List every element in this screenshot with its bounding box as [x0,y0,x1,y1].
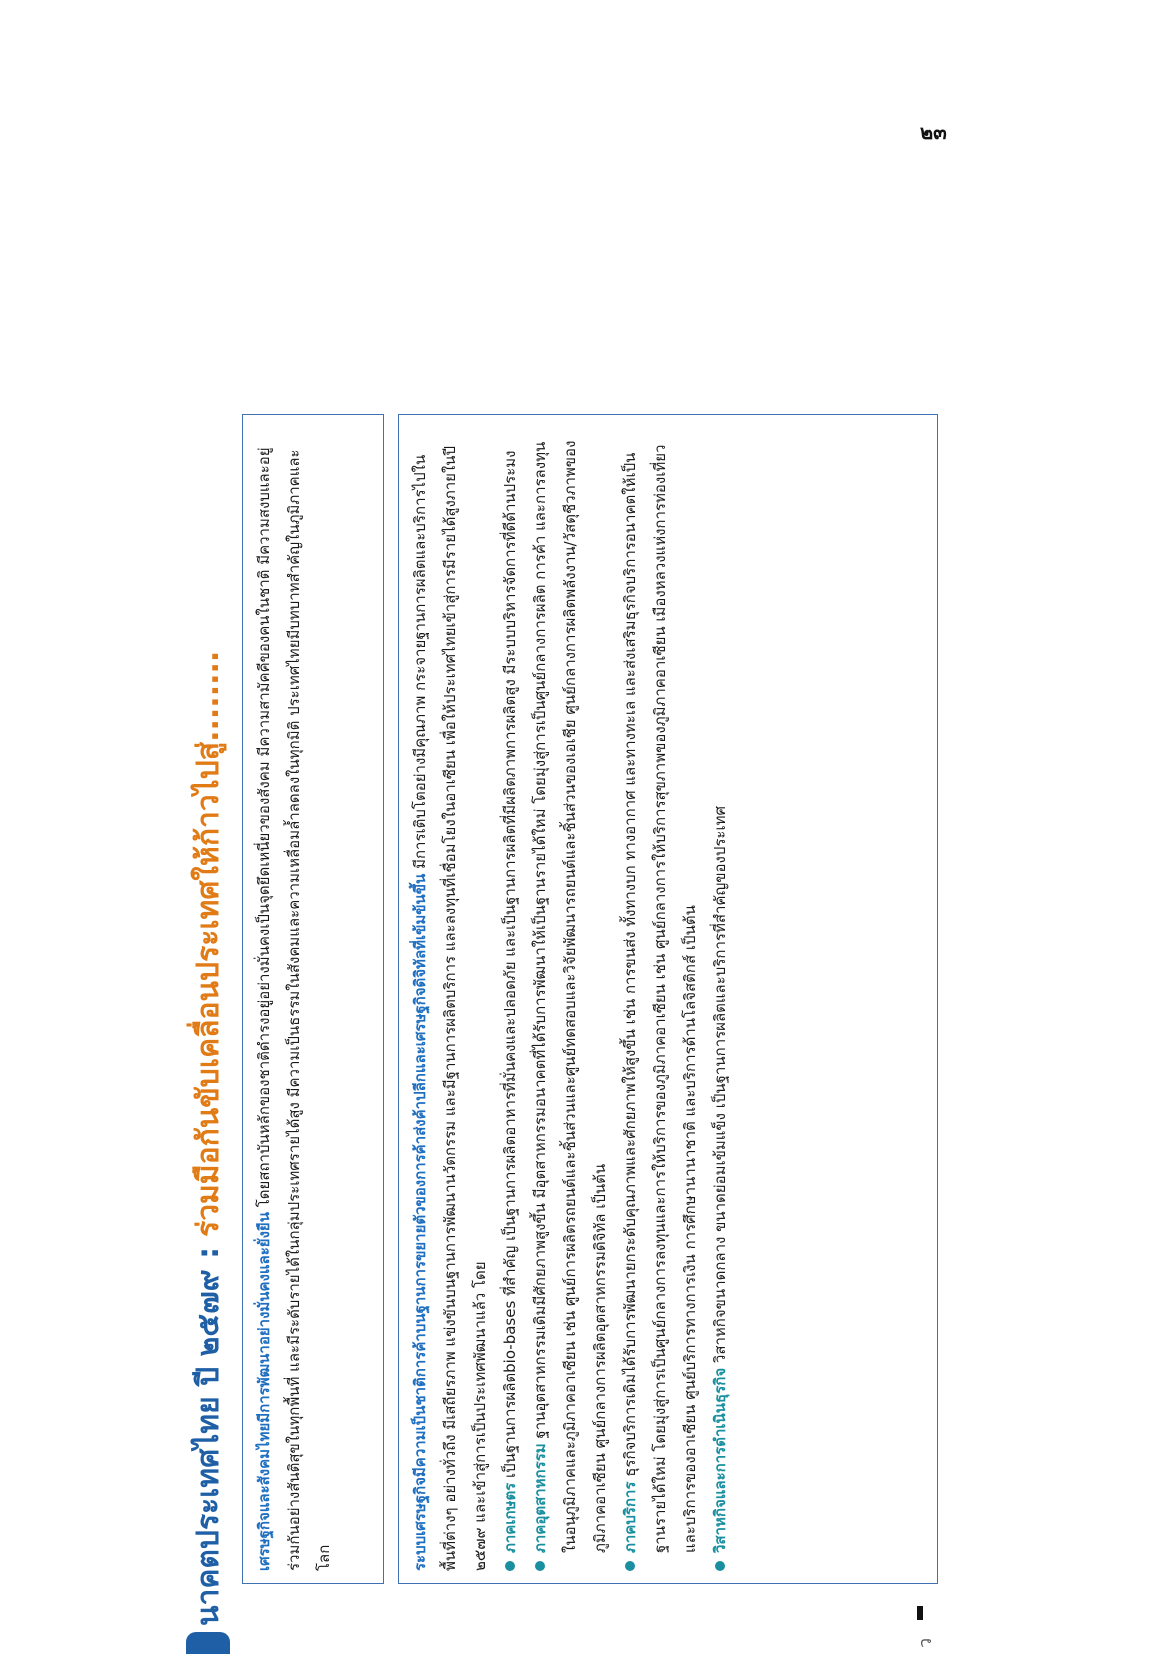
bullet-dot-icon [715,1561,725,1571]
bullet-body: วิสาหกิจขนาดกลาง ขนาดย่อมเข้มแข็ง เป็นฐานการผลิตและบริการที่สำคัญของประเทศ [711,806,729,1368]
box2-paragraph [405,427,495,1571]
bullet-dot-icon [625,1561,635,1571]
bullet-text [705,427,735,1553]
bullet-text [495,427,525,1553]
vision-box-economy [398,414,938,1584]
vision-box-society [242,414,384,1584]
box2-lead: ระบบเศรษฐกิจมีความเป็นชาติการค้าบนฐานการขยายตัวของการค้าส่งค้าปลีกและเศรษฐกิจดิจิทัลที่เข้มข้นขึ้น [411,873,429,1571]
box1-paragraph [249,427,339,1571]
box1-body: โดยสถาบันหลักของชาติดำรงอยู่อย่างมั่นคงเป็นจุดยึดเหนี่ยวของสังคม มีความสามัคคีของคนในชาติ มีความสงบและอยู่ร่วมกันอย่างสันติสุขในทุกพื้นที่ และมีระดับรายได้ในกลุ่มประเทศรายได้สูง มีความเป็นธรรมในสังคมและความเหลื่อมล้ำลดลงในทุกมิติ ประเทศไทยมีบทบาทสำคัญในภูมิภาคและโลก [255,447,333,1571]
box2-body: มีการเติบโตอย่างมีคุณภาพ กระจายฐานการผลิตและบริการไปในพื้นที่ต่างๆ อย่างทั่วถึง มีเสถียรภาพ แข่งขันบนฐานการพัฒนานวัตกรรม และมีฐานการผลิตบริการ และลงทุนที่เชื่อมโยงในอาเซียน เพื่อให้ประเทศไทยเข้าสู่การมีรายได้สูงภายในปี ๒๕๗๙ และเข้าสู่การเป็นประเทศพัฒนาแล้ว โดย [411,445,489,1571]
title-accent-bar [186,1632,230,1654]
bullet-industry [525,427,615,1571]
rotated-content [180,394,960,1654]
page-subtitle: ร่วมมือกันขับเคลื่อนประเทศให้ก้าวไปสู่........ [190,650,226,1237]
page-title: นาคตประเทศไทย ปี ๒๕๗๙ : [190,1246,226,1626]
bullet-enterprise [705,427,735,1571]
title-row [180,394,236,1654]
bullet-services [615,427,705,1571]
bullet-text [525,427,615,1553]
bullet-lead: วิสาหกิจและการดำเนินธุรกิจ [711,1367,729,1553]
corner-glyph: ว [915,1637,936,1648]
bullet-text [615,427,705,1553]
bullet-agriculture [495,427,525,1571]
bullet-dot-icon [535,1561,545,1571]
bullet-dot-icon [505,1561,515,1571]
bullet-lead: ภาคบริการ [621,1481,639,1553]
bullet-body: เป็นฐานการผลิตbio-bases ที่สำคัญ เป็นฐานการผลิตอาหารที่มั่นคงและปลอดภัย และเป็นฐานการผลิตที่มีผลิตภาพการผลิตสูง มีระบบบริหารจัดการที่ดีด้านประมง [501,450,519,1483]
page-number: ๒๓ [920,120,947,144]
corner-mark [917,1606,923,1620]
box1-lead: เศรษฐกิจและสังคมไทยมีการพัฒนาอย่างมั่นคงและยั่งยืน [255,1212,273,1571]
bullet-lead: ภาคอุตสาหกรรม [531,1443,549,1553]
bullet-body: ฐานอุตสาหกรรมเดิมมีศักยภาพสูงขึ้น มีอุตสาหกรรมอนาคตที่ได้รับการพัฒนาให้เป็นฐานรายได้ใหม่ โดยมุ่งสู่การเป็นศูนย์กลางการผลิต การค้า และการลงทุนในอนุภูมิภาคและภูมิภาคอาเซียน เช่น ศูนย์การผลิตรถยนต์และชิ้นส่วนและศูนย์ทดสอบและวิจัยพัฒนารถยนต์และชิ้นส่วนของเอเชีย ศูนย์กลางการผลิตพลังงาน/วัสดุชีวภาพของภูมิภาคอาเซียน ศูนย์กลางการผลิตอุตสาหกรรมดิจิทัล เป็นต้น [531,440,609,1553]
bullet-body: ธุรกิจบริการเดิมได้รับการพัฒนายกระดับคุณภาพและศักยภาพให้สูงขึ้น เช่น การขนส่ง ทั้งทางบก ทางอากาศ และทางทะเล และส่งเสริมธุรกิจบริการอนาคตให้เป็นฐานรายได้ใหม่ โดยมุ่งสู่การเป็นศูนย์กลางการลงทุนและการให้บริการของภูมิภาคอาเซียน เช่น ศูนย์กลางการให้บริการสุขภาพของภูมิภาคอาเซียน เมืองหลวงแห่งการท่องเที่ยวและบริการของอาเซียน ศูนย์บริการทางการเงิน การศึกษานานาชาติ และบริการด้านโลจิสติกส์ เป็นต้น [621,444,699,1553]
bullet-lead: ภาคเกษตร [501,1482,519,1553]
